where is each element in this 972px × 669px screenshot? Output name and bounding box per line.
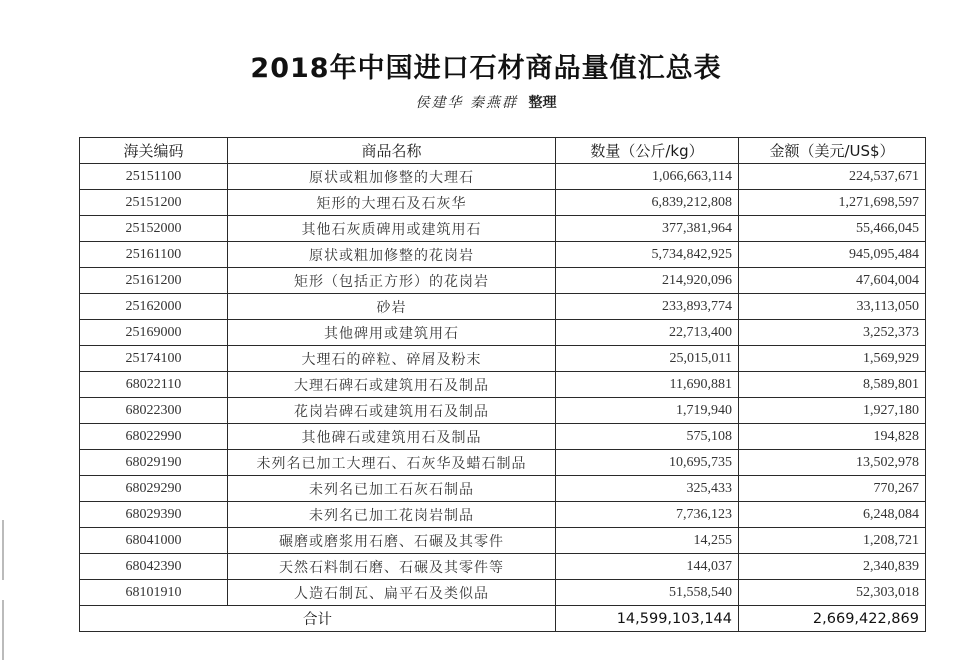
header-customs-code: 海关编码 [80,138,228,164]
table-row [80,268,926,294]
total-value: 2,669,422,869 [739,606,926,632]
total-row [80,606,926,632]
scan-edge-mark [2,600,4,660]
table-row [80,190,926,216]
value-cell: 770,267 [739,476,926,502]
header-quantity: 数量（公斤/kg） [556,138,739,164]
customs-code-cell: 68101910 [80,580,228,606]
quantity-cell: 144,037 [556,554,739,580]
document-byline [0,92,972,112]
value-cell: 224,537,671 [739,164,926,190]
value-cell: 47,604,004 [739,268,926,294]
customs-code-cell: 25162000 [80,294,228,320]
value-cell: 3,252,373 [739,320,926,346]
table-row [80,372,926,398]
product-name-cell: 大理石碑石或建筑用石及制品 [228,372,556,398]
scan-edge-mark [2,520,4,580]
table-row [80,242,926,268]
value-cell: 1,271,698,597 [739,190,926,216]
author-role: 整理 [528,95,557,111]
quantity-cell: 11,690,881 [556,372,739,398]
value-cell: 1,927,180 [739,398,926,424]
value-cell: 13,502,978 [739,450,926,476]
product-name-cell: 原状或粗加修整的花岗岩 [228,242,556,268]
quantity-cell: 10,695,735 [556,450,739,476]
quantity-cell: 233,893,774 [556,294,739,320]
table-row [80,450,926,476]
quantity-cell: 1,066,663,114 [556,164,739,190]
total-quantity: 14,599,103,144 [556,606,739,632]
table-row [80,216,926,242]
stone-import-table [79,137,926,632]
product-name-cell: 矩形（包括正方形）的花岗岩 [228,268,556,294]
customs-code-cell: 68029390 [80,502,228,528]
product-name-cell: 未列名已加工花岗岩制品 [228,502,556,528]
value-cell: 194,828 [739,424,926,450]
authors: 侯建华 秦燕群 [415,95,518,111]
product-name-cell: 原状或粗加修整的大理石 [228,164,556,190]
quantity-cell: 25,015,011 [556,346,739,372]
table-row [80,424,926,450]
quantity-cell: 5,734,842,925 [556,242,739,268]
table-row [80,580,926,606]
document-title: 2018年中国进口石材商品量值汇总表 [250,53,722,84]
customs-code-cell: 68022990 [80,424,228,450]
customs-code-cell: 25161200 [80,268,228,294]
product-name-cell: 未列名已加工大理石、石灰华及蜡石制品 [228,450,556,476]
quantity-cell: 377,381,964 [556,216,739,242]
product-name-cell: 矩形的大理石及石灰华 [228,190,556,216]
value-cell: 1,569,929 [739,346,926,372]
value-cell: 52,303,018 [739,580,926,606]
customs-code-cell: 25151100 [80,164,228,190]
quantity-cell: 51,558,540 [556,580,739,606]
table-row [80,164,926,190]
customs-code-cell: 68042390 [80,554,228,580]
table-row [80,294,926,320]
value-cell: 8,589,801 [739,372,926,398]
quantity-cell: 6,839,212,808 [556,190,739,216]
customs-code-cell: 68029290 [80,476,228,502]
value-cell: 55,466,045 [739,216,926,242]
product-name-cell: 花岗岩碑石或建筑用石及制品 [228,398,556,424]
quantity-cell: 1,719,940 [556,398,739,424]
customs-code-cell: 25161100 [80,242,228,268]
product-name-cell: 砂岩 [228,294,556,320]
value-cell: 945,095,484 [739,242,926,268]
table-row [80,554,926,580]
value-cell: 6,248,084 [739,502,926,528]
product-name-cell: 人造石制瓦、扁平石及类似品 [228,580,556,606]
customs-code-cell: 68029190 [80,450,228,476]
table-header-row [80,138,926,164]
customs-code-cell: 25174100 [80,346,228,372]
product-name-cell: 碾磨或磨浆用石磨、石碾及其零件 [228,528,556,554]
total-label: 合计 [80,606,556,632]
header-product-name: 商品名称 [228,138,556,164]
customs-code-cell: 25169000 [80,320,228,346]
table-row [80,320,926,346]
product-name-cell: 大理石的碎粒、碎屑及粉末 [228,346,556,372]
table-row [80,398,926,424]
customs-code-cell: 68041000 [80,528,228,554]
table-row [80,476,926,502]
quantity-cell: 214,920,096 [556,268,739,294]
header-value: 金额（美元/US$） [739,138,926,164]
value-cell: 33,113,050 [739,294,926,320]
customs-code-cell: 25152000 [80,216,228,242]
value-cell: 2,340,839 [739,554,926,580]
quantity-cell: 325,433 [556,476,739,502]
product-name-cell: 其他碑石或建筑用石及制品 [228,424,556,450]
quantity-cell: 7,736,123 [556,502,739,528]
product-name-cell: 天然石料制石磨、石碾及其零件等 [228,554,556,580]
table-row [80,346,926,372]
table-row [80,502,926,528]
table-row [80,528,926,554]
customs-code-cell: 68022110 [80,372,228,398]
product-name-cell: 其他碑用或建筑用石 [228,320,556,346]
product-name-cell: 其他石灰质碑用或建筑用石 [228,216,556,242]
customs-code-cell: 68022300 [80,398,228,424]
quantity-cell: 575,108 [556,424,739,450]
quantity-cell: 22,713,400 [556,320,739,346]
product-name-cell: 未列名已加工石灰石制品 [228,476,556,502]
customs-code-cell: 25151200 [80,190,228,216]
value-cell: 1,208,721 [739,528,926,554]
quantity-cell: 14,255 [556,528,739,554]
